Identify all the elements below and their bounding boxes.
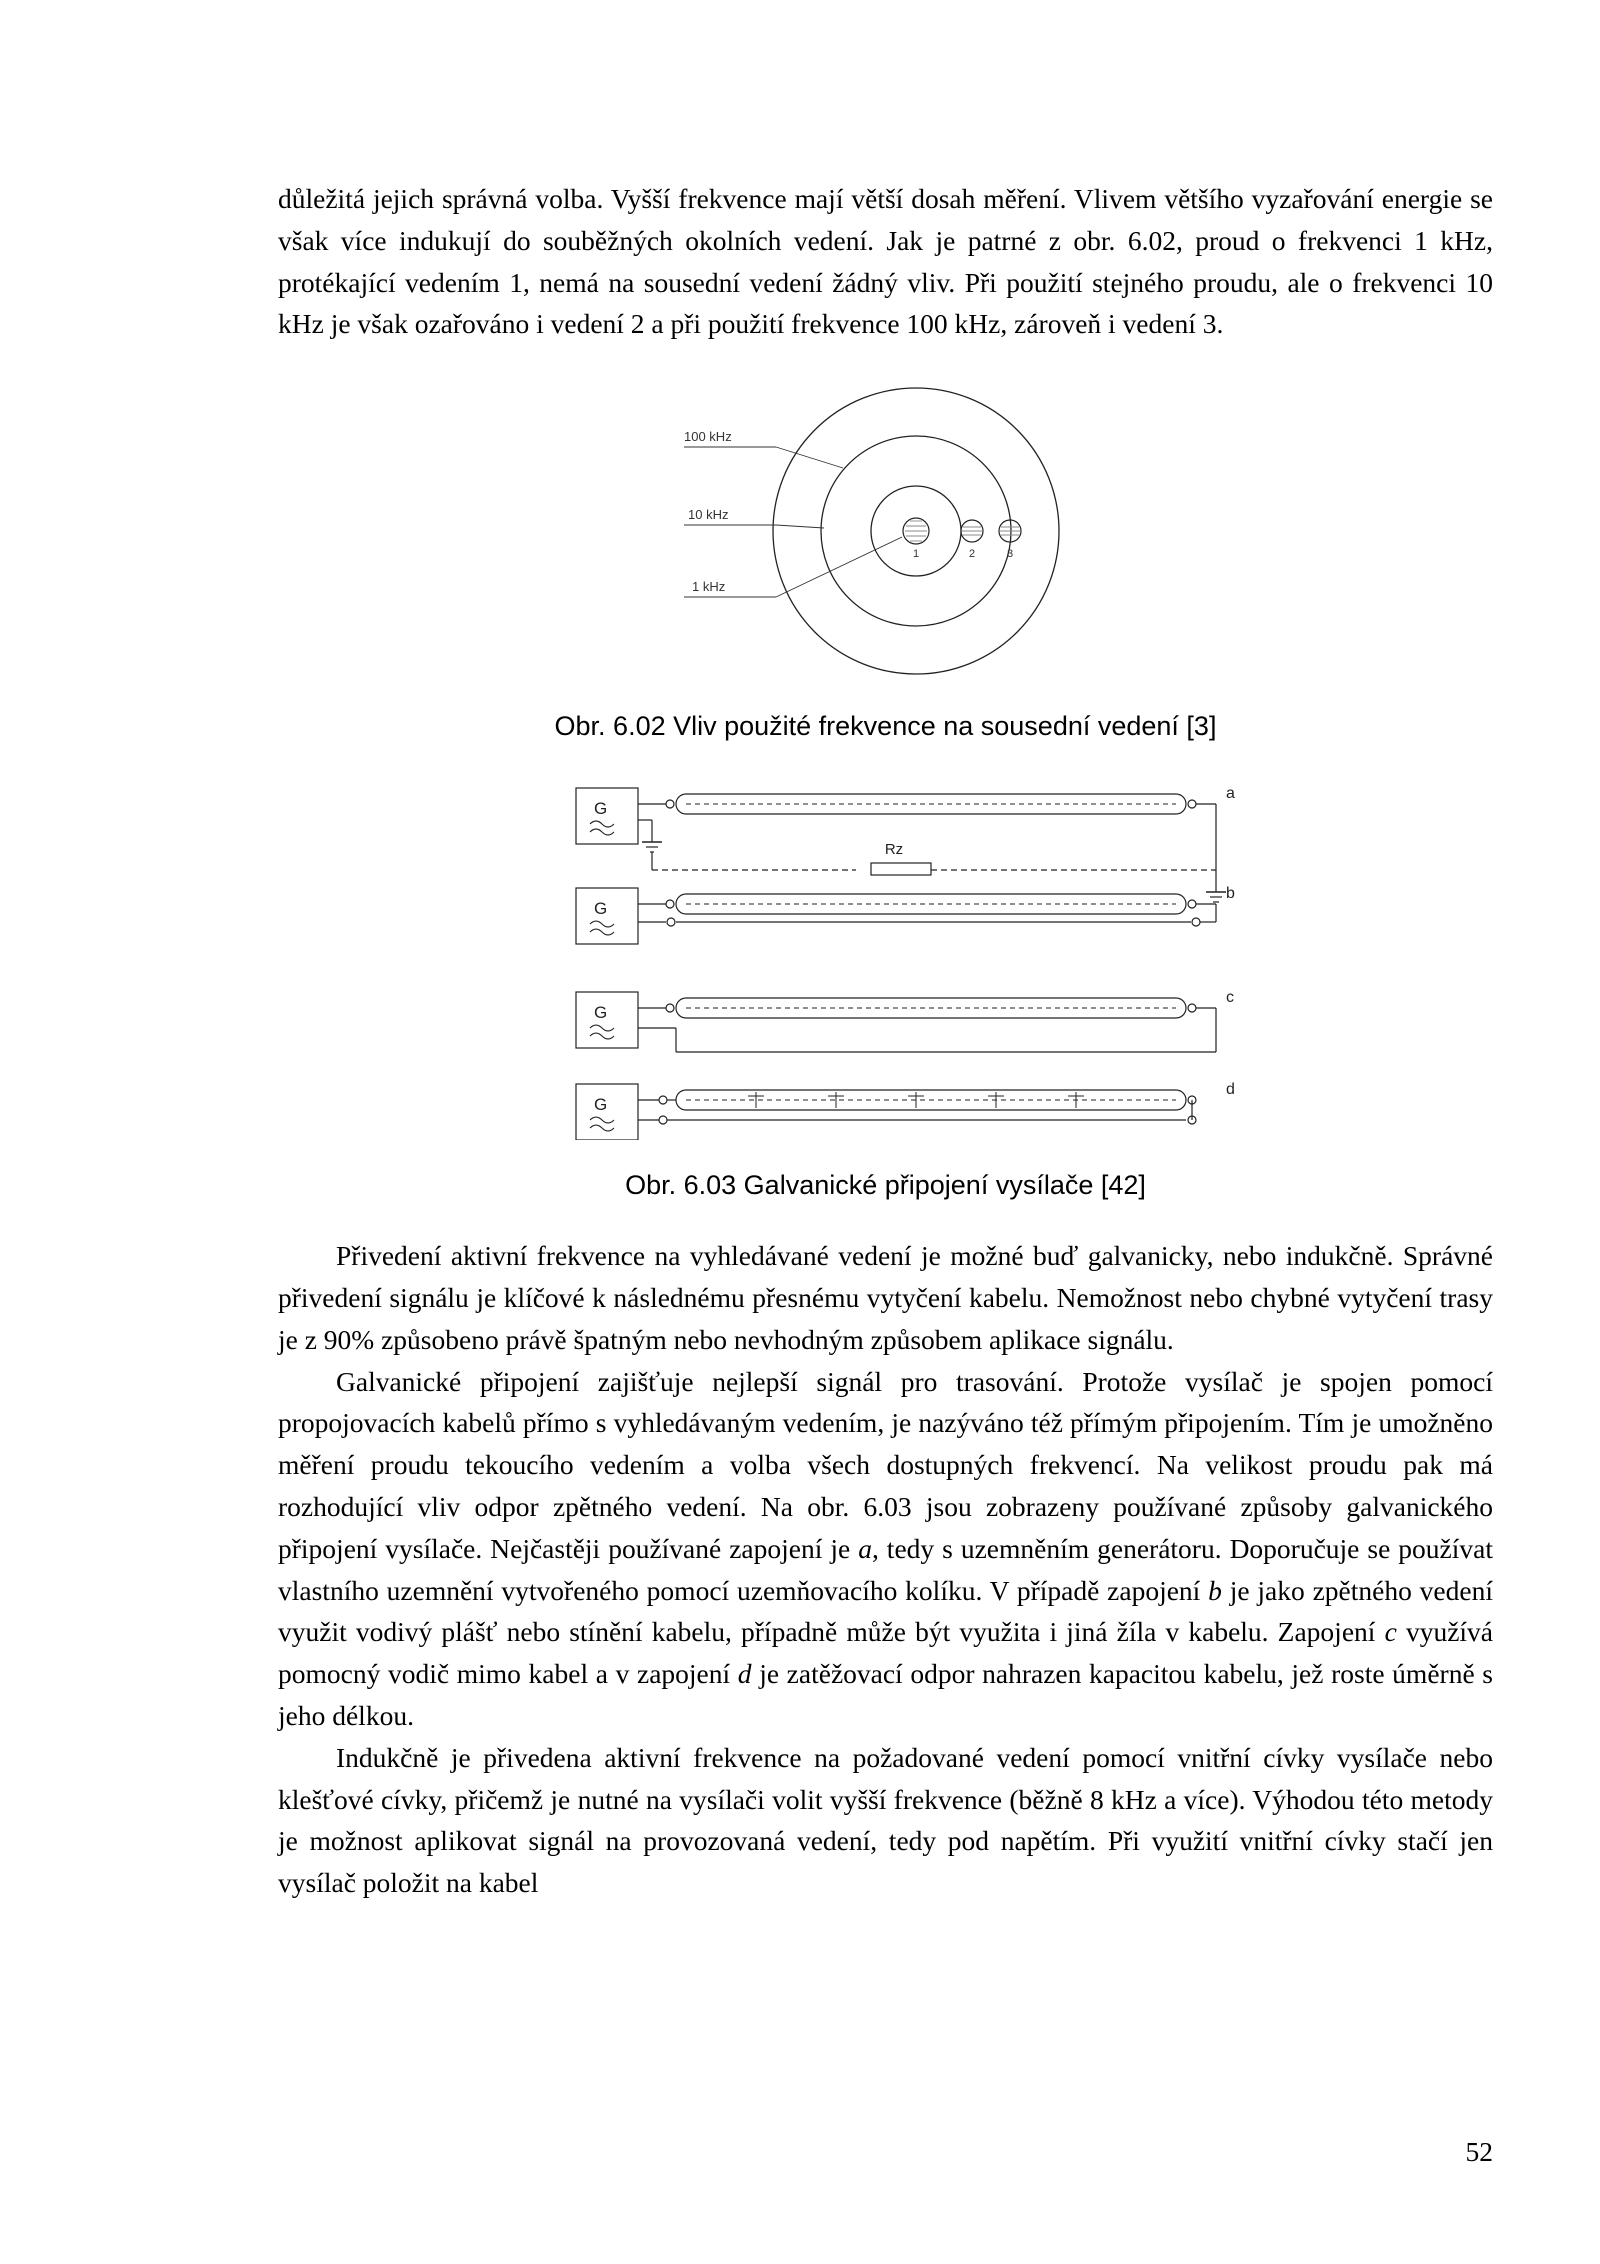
leader-1khz-2	[776, 537, 902, 597]
paragraph-2: Přivedení aktivní frekvence na vyhledávané vedení je možné buď galvanicky, nebo indukčně. Správné přivedení signálu je klíčové k následnému přesnému vytyčení kabelu. Nemožnost nebo chybné vytyčení trasy je z 90% způsobeno právě špatným nebo nevhodným způsobem aplikace signálu.	[278, 1240, 1493, 1355]
conductor-3-label: 3	[1006, 548, 1013, 561]
generator-label-a: G	[593, 799, 607, 819]
emphasis-a: a	[858, 1532, 872, 1564]
emphasis-c: c	[1384, 1616, 1397, 1648]
paragraph-3-part-a: Galvanické připojení zajišťuje nejlepší signál pro trasování. Protože vysílač je spojen pomocí propojovacích kabelů přímo s vyhledávaným vedením, je nazýváno též přímým připojením. Tím je umožněno měření proudu tekoucího vedením a volba všech dostupných frekvencí. Na velikost proudu pak má rozhodující vliv odpor zpětného vedení. Na obr. 6.03 jsou zobrazeny používané způsoby galvanického připojení vysílače. Nejčastěji používané zapojení je	[278, 1365, 1493, 1564]
row-label-b: b	[1225, 885, 1235, 903]
spacer	[278, 1140, 1493, 1170]
leader-10khz-2	[776, 525, 824, 528]
figure-602-caption: Obr. 6.02 Vliv použité frekvence na sousední vedení [3]	[554, 711, 1217, 742]
generator-wave-b	[590, 921, 614, 935]
label-10khz: 10 kHz	[687, 507, 728, 523]
page-number: 52	[1465, 2136, 1493, 2167]
paragraph-4: Indukčně je přivedena aktivní frekvence na požadované vedení pomocí vnitřní cívky vysílače nebo klešťové cívky, přičemž je nutné na vysílači volit vyšší frekvence (běžně 8 kHz a více). Výhodou této metody je možnost aplikovat signál na provozovaná vedení, tedy pod napětím. Při využití vnitřní cívky stačí jen vysílač položit na kabel	[278, 1741, 1493, 1899]
conductor-1-label: 1	[912, 548, 919, 561]
generator-label-d: G	[593, 1095, 607, 1115]
figure-603	[278, 780, 1493, 1140]
paragraph-3-part-c: je jako zpětného vedení využit vodivý plášť nebo stínění kabelu, případně může být využita i jiná žíla v kabelu. Zapojení	[278, 1574, 1493, 1648]
paragraph-3-part-d: využívá pomocný vodič mimo kabel a v zapojení	[278, 1616, 1493, 1690]
row-label-c: c	[1225, 989, 1234, 1007]
paragraph-3-part-e: je zatěžovací odpor nahrazen kapacitou kabelu, jež roste úměrně s jeho délkou.	[278, 1658, 1493, 1731]
emphasis-b: b	[1208, 1574, 1222, 1606]
paragraph-1: důležitá jejich správná volba. Vyšší frekvence mají větší dosah měření. Vlivem většího vyzařování energie se však více indukují do souběžných okolních vedení. Jak je patrné z obr. 6.02, proud o frekvenci 1 kHz, protékající vedením 1, nemá na sousední vedení žádný vliv. Při použití stejného proudu, ale o frekvenci 10 kHz je však ozařováno i vedení 2 a při použití frekvence 100 kHz, zároveň i vedení 3.	[278, 183, 1493, 340]
generator-wave-d	[590, 1117, 614, 1131]
spacer	[278, 1201, 1493, 1235]
figure-603-svg	[526, 780, 1246, 1140]
page-content	[278, 178, 1493, 1904]
spacer	[278, 681, 1493, 711]
paragraph-3	[278, 1361, 1493, 1737]
generator-label-b: G	[593, 899, 607, 919]
row-label-d: d	[1225, 1081, 1235, 1099]
label-1khz: 1 kHz	[691, 579, 725, 595]
emphasis-d: d	[737, 1658, 752, 1690]
generator-wave-a	[590, 821, 614, 835]
conductor-2-label: 2	[968, 548, 975, 561]
label-100khz: 100 kHz	[683, 429, 732, 445]
figure-602-svg	[566, 381, 1206, 681]
resistor-label: Rz	[884, 841, 903, 859]
row-label-a: a	[1225, 785, 1235, 803]
figure-602	[278, 381, 1493, 681]
spacer	[278, 742, 1493, 780]
leader-100khz-2	[776, 447, 843, 468]
generator-label-c: G	[593, 1003, 607, 1023]
paragraph-3-part-b: , tedy s uzemněním generátoru. Doporučuje se používat vlastního uzemnění vytvořeného pomocí uzemňovacího kolíku. V případě zapojení	[278, 1532, 1493, 1606]
generator-wave-c	[590, 1025, 614, 1039]
resistor-rz	[871, 863, 931, 875]
figure-603-caption: Obr. 6.03 Galvanické připojení vysílače [42]	[625, 1170, 1146, 1201]
spacer	[278, 345, 1493, 381]
